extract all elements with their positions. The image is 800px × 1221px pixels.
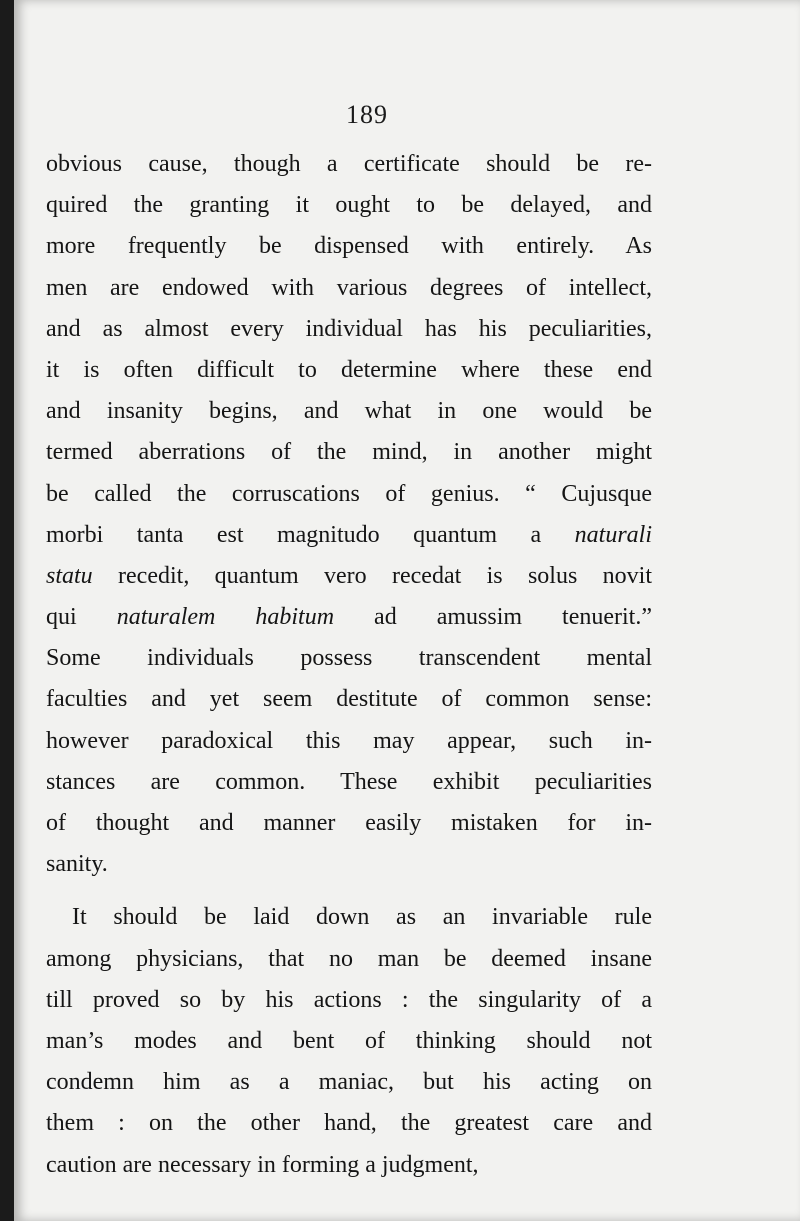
text-line: Some individuals possess transcendent mental	[46, 645, 652, 672]
text-line: among physicians, that no man be deemed insane	[46, 945, 652, 972]
text-line: morbi tanta est magnitudo quantum a naturali	[46, 521, 652, 548]
text-line: be called the corruscations of genius. “ Cujusque	[46, 480, 652, 507]
text-line: condemn him as a maniac, but his acting on	[46, 1069, 652, 1096]
text-line: statu recedit, quantum vero recedat is solus novit	[46, 562, 652, 589]
page-body	[46, 144, 652, 1186]
text-line: it is often difficult to determine where these end	[46, 356, 652, 383]
text-line: till proved so by his actions : the singularity of a	[46, 986, 652, 1013]
page-number: 189	[346, 100, 388, 129]
text-line: and insanity begins, and what in one would be	[46, 398, 652, 425]
text-line: termed aberrations of the mind, in another might	[46, 439, 652, 466]
text-line: of thought and manner easily mistaken for in-	[46, 810, 652, 836]
book-page	[14, 0, 800, 1221]
text-line: men are endowed with various degrees of intellect,	[46, 274, 652, 301]
text-line: obvious cause, though a certificate should be re-	[46, 151, 652, 177]
text-line: quired the granting it ought to be delayed, and	[46, 192, 652, 219]
paragraph	[46, 897, 652, 1185]
paragraph-gap	[46, 885, 652, 897]
text-line: stances are common. These exhibit peculiarities	[46, 768, 652, 795]
text-line: more frequently be dispensed with entirely. As	[46, 233, 652, 260]
text-line: and as almost every individual has his peculiarities,	[46, 315, 652, 342]
text-line: them : on the other hand, the greatest care and	[46, 1110, 652, 1137]
text-line: sanity.	[46, 851, 108, 878]
text-line: caution are necessary in forming a judgment,	[46, 1151, 479, 1178]
paragraph	[46, 144, 652, 885]
text-line: It should be laid down as an invariable rule	[72, 904, 652, 931]
text-line: however paradoxical this may appear, such in-	[46, 727, 652, 754]
text-line: faculties and yet seem destitute of common sense:	[46, 686, 652, 713]
text-line: man’s modes and bent of thinking should not	[46, 1027, 652, 1054]
text-line: qui naturalem habitum ad amussim tenuerit.”	[46, 604, 653, 631]
